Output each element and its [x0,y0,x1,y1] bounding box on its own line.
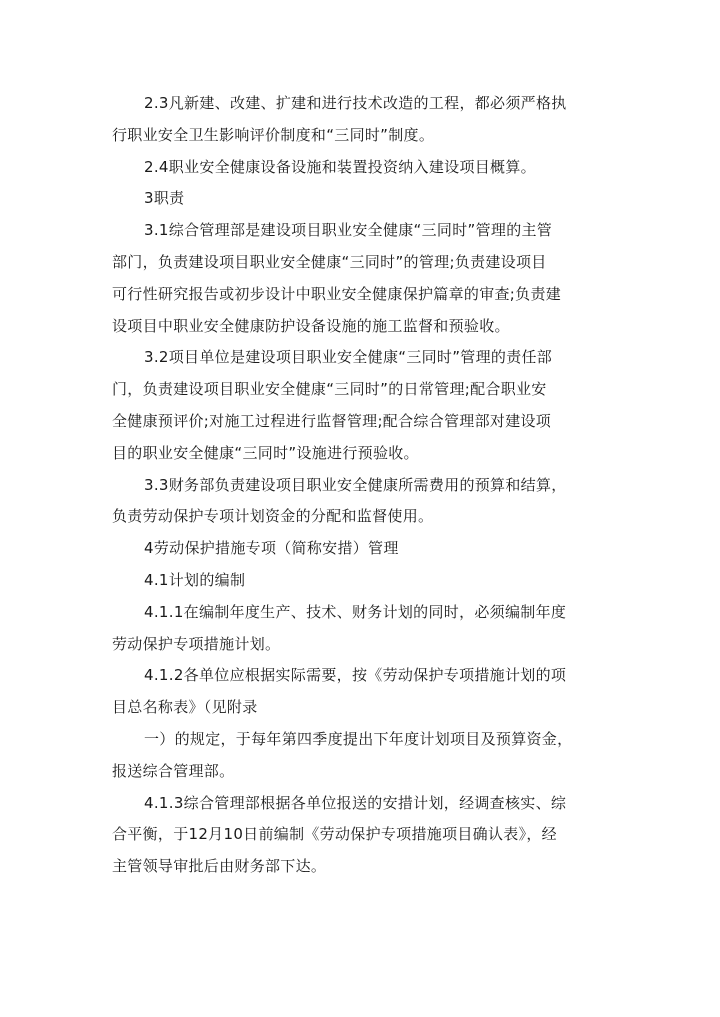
text-line: 全健康预评价;对施工过程进行监督管理;配合综合管理部对建设项 [112,411,552,430]
paragraph-4-1-1 [112,597,608,661]
text-line: 4.1.3综合管理部根据各单位报送的安措计划，经调查核实、综 [144,793,567,812]
document-body [112,88,608,883]
paragraph-4-1-3 [112,788,608,883]
text-line: 设项目中职业安全健康防护设备设施的施工监督和预验收。 [112,316,510,335]
text-line: 目总名称表》（见附录 [112,698,258,717]
section-heading-4 [112,533,608,565]
text-line: 2.3凡新建、改建、扩建和进行技术改造的工程，都必须严格执 [144,94,567,112]
text-line: 3.2项目单位是建设项目职业安全健康“三同时”管理的责任部 [144,348,553,367]
text-line: 3职责 [144,189,185,208]
text-line: 合平衡，于12月10日前编制《劳动保护专项措施项目确认表》，经 [112,825,557,844]
paragraph-2-4 [112,152,608,184]
paragraph-2-3 [112,88,608,152]
text-line: 行职业安全卫生影响评价制度和“三同时”制度。 [112,125,435,144]
text-line: 负责劳动保护专项计划资金的分配和监督使用。 [112,507,434,526]
text-line: 4.1计划的编制 [144,570,246,589]
text-line: 3.3财务部负责建设项目职业安全健康所需费用的预算和结算， [144,475,567,494]
section-heading-3 [112,183,608,215]
paragraph-3-1 [112,215,608,342]
text-line: 4劳动保护措施专项（简称安措）管理 [144,539,399,558]
text-line: 报送综合管理部。 [112,761,235,780]
text-line: 2.4职业安全健康设备设施和装置投资纳入建设项目概算。 [144,157,536,176]
text-line: 4.1.2各单位应根据实际需要，按《劳动保护专项措施计划的项 [144,666,567,685]
text-line: 可行性研究报告或初步设计中职业安全健康保护篇章的审查;负责建 [112,284,562,303]
subsection-heading-4-1 [112,565,608,597]
paragraph-3-3 [112,470,608,534]
paragraph-appendix-note [112,724,608,788]
text-line: 一）的规定，于每年第四季度提出下年度计划项目及预算资金， [144,729,573,748]
text-line: 3.1综合管理部是建设项目职业安全健康“三同时”管理的主管 [144,221,553,240]
text-line: 目的职业安全健康“三同时”设施进行预验收。 [112,443,419,462]
text-line: 劳动保护专项措施计划。 [112,634,281,653]
text-line: 4.1.1在编制年度生产、技术、财务计划的同时，必须编制年度 [144,602,567,621]
text-line: 主管领导审批后由财务部下达。 [112,857,327,876]
text-line: 部门，负责建设项目职业安全健康“三同时”的管理;负责建设项目 [112,252,547,271]
paragraph-3-2 [112,342,608,469]
text-line: 门，负责建设项目职业安全健康“三同时”的日常管理;配合职业安 [112,380,547,399]
paragraph-4-1-2 [112,660,608,724]
